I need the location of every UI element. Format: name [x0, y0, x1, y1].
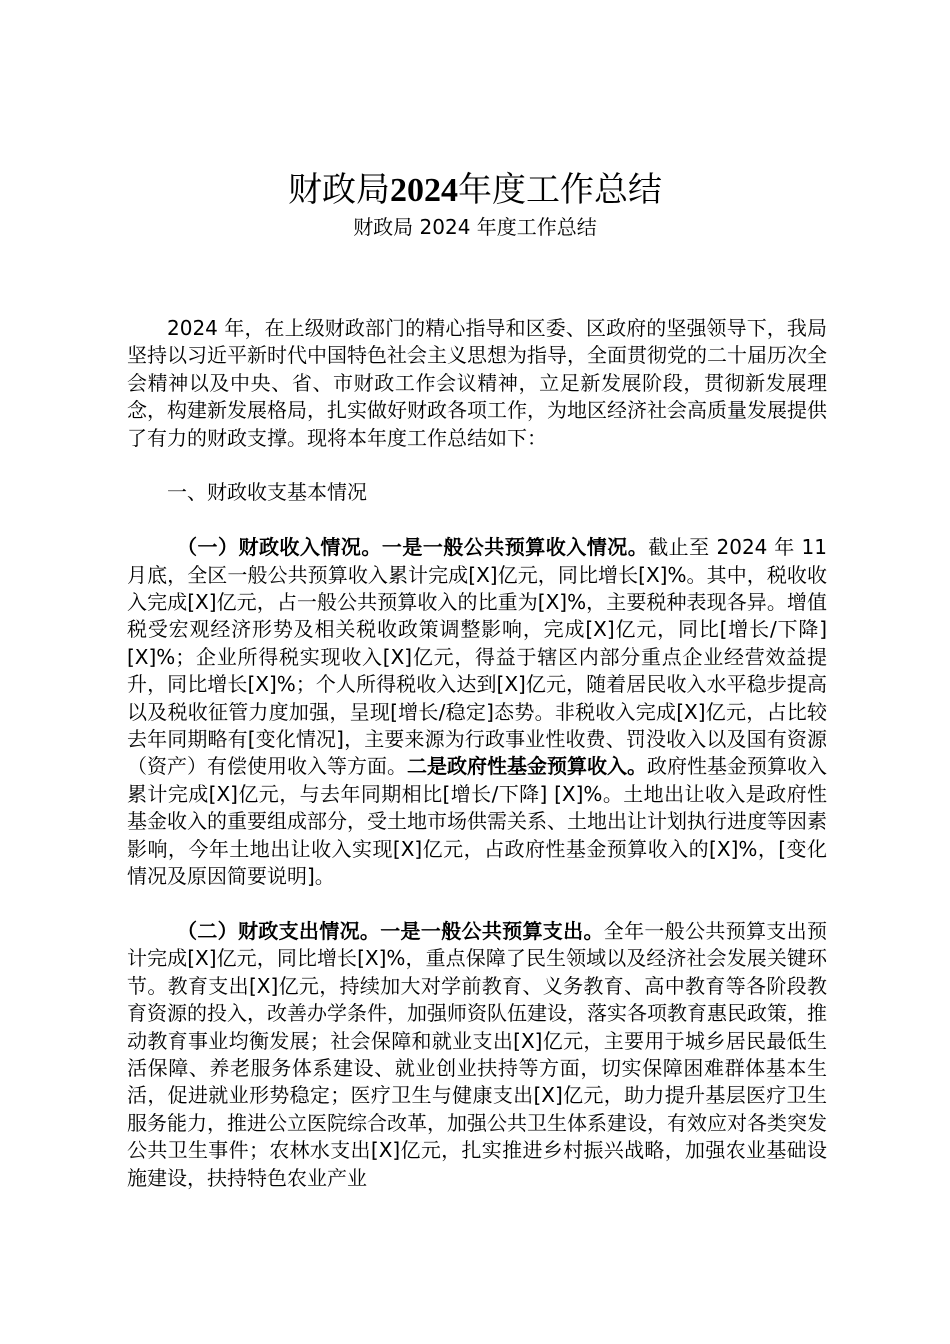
title-suffix: 年度工作总结	[458, 170, 662, 210]
revenue-lead: （一）财政收入情况。一是一般公共预算收入情况。	[177, 535, 649, 560]
document-subtitle: 财政局 2024 年度工作总结	[353, 215, 597, 239]
revenue-text-a: 截止至 2024 年 11 月底，全区一般公共预算收入累计完成[X]亿元，同比增长[X]%。其中，税收收入完成[X]亿元，占一般公共预算收入的比重为[X]%，主要税种表现各异。增值税受宏观经济形势及相关税收政策调整影响，完成[X]亿元，同比[增长/下降] [X]%；企业所得税实现收入[X]亿元，得益于辖区内部分重点企业经营效益提升，同比增长[X]%；个人所得税收入达到[X]亿元，随着居民收入水平稳步提高以及税收征管力度加强，呈现[增长/稳定]态势。非税收入完成[X]亿元，占比较去年同期略有[变化情况]，主要来源为行政事业性收费、罚没收入以及国有资源（资产）有偿使用收入等方面。	[127, 535, 828, 779]
expenditure-lead: （二）财政支出情况。一是一般公共预算支出。	[177, 918, 604, 943]
expenditure-paragraph	[127, 918, 827, 1192]
revenue-mid: 二是政府性基金预算收入。	[407, 754, 647, 779]
revenue-text-b: 政府性基金预算收入累计完成[X]亿元，与去年同期相比[增长/下降] [X]%。土地出让收入是政府性基金收入的重要组成部分，受土地市场供需关系、土地出让计划执行进度等因素影响，今年土地出让收入实现[X]亿元，占政府性基金预算收入的[X]%，[变化情况及原因简要说明]。	[127, 754, 827, 889]
intro-paragraph: 2024 年，在上级财政部门的精心指导和区委、区政府的坚强领导下，我局坚持以习近平新时代中国特色社会主义思想为指导，全面贯彻党的二十届历次全会精神以及中央、省、市财政工作会议精神，立足新发展阶段，贯彻新发展理念，构建新发展格局，扎实做好财政各项工作，为地区经济社会高质量发展提供了有力的财政支撑。现将本年度工作总结如下：	[127, 316, 827, 450]
section-heading-1: 一、财政收支基本情况	[167, 480, 367, 505]
revenue-paragraph	[127, 534, 827, 890]
title-prefix: 财政局	[288, 170, 390, 210]
document-body	[127, 315, 827, 1192]
expenditure-text-a: 全年一般公共预算支出预计完成[X]亿元，同比增长[X]%，重点保障了民生领域以及经济社会发展关键环节。教育支出[X]亿元，持续加大对学前教育、义务教育、高中教育等各阶段教育资源的投入，改善办学条件，加强师资队伍建设，落实各项教育惠民政策，推动教育事业均衡发展；社会保障和就业支出[X]亿元，主要用于城乡居民最低生活保障、养老服务体系建设、就业创业扶持等方面，切实保障困难群体基本生活，促进就业形势稳定；医疗卫生与健康支出[X]亿元，助力提升基层医疗卫生服务能力，推进公立医院综合改革，加强公共卫生体系建设，有效应对各类突发公共卫生事件；农林水支出[X]亿元，扎实推进乡村振兴战略，加强农业基础设施建设，扶持特色农业产业	[127, 918, 828, 1190]
title-year: 2024	[390, 172, 458, 209]
document-title	[0, 166, 950, 215]
